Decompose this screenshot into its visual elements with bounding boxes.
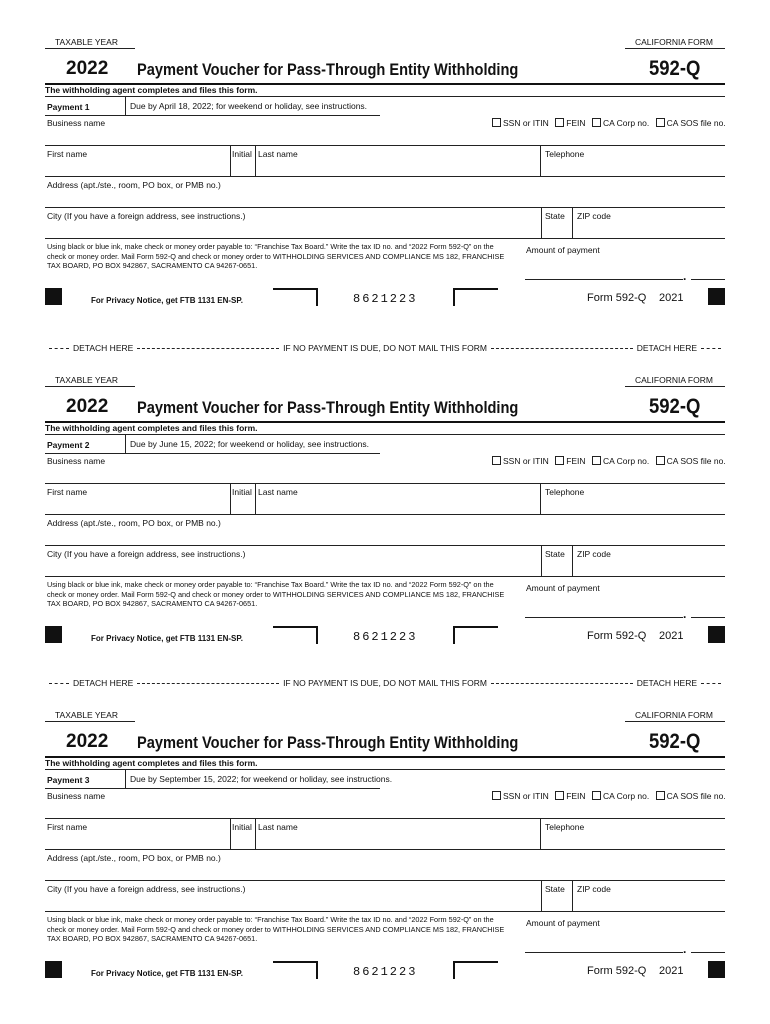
zip-label: ZIP code bbox=[577, 211, 611, 221]
city-label: City (If you have a foreign address, see instructions.) bbox=[47, 549, 246, 559]
agent-note: The withholding agent completes and files this form. bbox=[45, 423, 258, 433]
zip-field[interactable] bbox=[576, 222, 723, 236]
scan-code: 8621223 bbox=[353, 292, 418, 306]
last-name-field[interactable] bbox=[258, 160, 536, 174]
footer-form: Form 592-Q bbox=[587, 292, 647, 304]
address-field[interactable] bbox=[47, 864, 723, 878]
amount-cents-field[interactable] bbox=[692, 933, 724, 951]
taxable-year-label: TAXABLE YEAR bbox=[55, 37, 118, 47]
ca-corp-label: CA Corp no. bbox=[602, 118, 650, 128]
first-name-label: First name bbox=[47, 149, 88, 159]
first-name-field[interactable] bbox=[47, 160, 227, 174]
form-title: Payment Voucher for Pass-Through Entity Withholding bbox=[137, 398, 519, 417]
ca-sos-label: CA SOS file no. bbox=[666, 118, 726, 128]
address-label: Address (apt./ste., room, PO box, or PMB no.) bbox=[47, 518, 221, 528]
id-type-options bbox=[488, 791, 726, 801]
first-name-field[interactable] bbox=[47, 833, 227, 847]
amount-cents-field[interactable] bbox=[692, 598, 724, 616]
state-label: State bbox=[545, 549, 565, 559]
zip-field[interactable] bbox=[576, 560, 723, 574]
address-label: Address (apt./ste., room, PO box, or PMB no.) bbox=[47, 180, 221, 190]
ca-sos-checkbox[interactable] bbox=[656, 118, 665, 127]
initial-field[interactable] bbox=[232, 833, 252, 847]
taxable-year-label: TAXABLE YEAR bbox=[55, 710, 118, 720]
agent-note: The withholding agent completes and files this form. bbox=[45, 85, 258, 95]
zip-field[interactable] bbox=[576, 895, 723, 909]
telephone-field[interactable] bbox=[545, 833, 723, 847]
decimal-point: . bbox=[683, 269, 687, 283]
ssn-label: SSN or ITIN bbox=[503, 456, 549, 466]
last-name-label: Last name bbox=[258, 822, 298, 832]
telephone-field[interactable] bbox=[545, 160, 723, 174]
city-label: City (If you have a foreign address, see instructions.) bbox=[47, 884, 246, 894]
amount-cents-field[interactable] bbox=[692, 260, 724, 278]
tax-year: 2022 bbox=[66, 58, 109, 79]
initial-label: Initial bbox=[232, 149, 252, 159]
ca-sos-label: CA SOS file no. bbox=[666, 791, 726, 801]
payment-number: Payment 3 bbox=[47, 775, 90, 785]
initial-label: Initial bbox=[232, 487, 252, 497]
registration-mark-left bbox=[45, 961, 62, 978]
fein-checkbox[interactable] bbox=[555, 118, 564, 127]
scan-code: 8621223 bbox=[353, 965, 418, 979]
state-field[interactable] bbox=[544, 895, 570, 909]
registration-mark-left bbox=[45, 626, 62, 643]
business-name-field[interactable] bbox=[118, 117, 488, 131]
tax-year: 2022 bbox=[66, 731, 109, 752]
due-date-text: Due by April 18, 2022; for weekend or holiday, see instructions. bbox=[130, 101, 368, 111]
decimal-point: . bbox=[683, 607, 687, 621]
business-name-label: Business name bbox=[47, 118, 106, 128]
decimal-point: . bbox=[683, 942, 687, 956]
detach-right: DETACH HERE bbox=[636, 678, 697, 688]
city-label: City (If you have a foreign address, see instructions.) bbox=[47, 211, 246, 221]
address-field[interactable] bbox=[47, 529, 723, 543]
registration-mark-right bbox=[708, 961, 725, 978]
fein-label: FEIN bbox=[566, 118, 586, 128]
last-name-field[interactable] bbox=[258, 498, 536, 512]
amount-dollars-field[interactable] bbox=[526, 933, 681, 951]
ca-corp-checkbox[interactable] bbox=[592, 791, 601, 800]
state-field[interactable] bbox=[544, 222, 570, 236]
taxable-year-label: TAXABLE YEAR bbox=[55, 375, 118, 385]
initial-field[interactable] bbox=[232, 498, 252, 512]
zip-label: ZIP code bbox=[577, 884, 611, 894]
amount-label: Amount of payment bbox=[526, 245, 600, 255]
mailing-instructions: Using black or blue ink, make check or money order payable to: “Franchise Tax Board.” Write the tax ID no. and “2022 Form 592-Q” on the check or money order. Mail Form 592-Q and check or money order to WITHHOLDING SERVICES AND COMPLIANCE MS 182, FRANCHISE TAX BOARD, PO BOX 942867, SACRAMENTO CA 94267-0651. bbox=[47, 580, 505, 609]
telephone-label: Telephone bbox=[545, 822, 585, 832]
footer-year: 2021 bbox=[659, 630, 684, 642]
footer-year: 2021 bbox=[659, 965, 684, 977]
amount-dollars-field[interactable] bbox=[526, 260, 681, 278]
business-name-field[interactable] bbox=[118, 455, 488, 469]
business-name-label: Business name bbox=[47, 791, 106, 801]
ssn-checkbox[interactable] bbox=[492, 791, 501, 800]
privacy-notice: For Privacy Notice, get FTB 1131 EN-SP. bbox=[91, 296, 243, 305]
city-field[interactable] bbox=[47, 560, 537, 574]
california-form-label: CALIFORNIA FORM bbox=[635, 37, 713, 47]
initial-label: Initial bbox=[232, 822, 252, 832]
registration-mark-right bbox=[708, 288, 725, 305]
fein-label: FEIN bbox=[566, 456, 586, 466]
agent-note: The withholding agent completes and files this form. bbox=[45, 758, 258, 768]
address-field[interactable] bbox=[47, 191, 723, 205]
corner-bracket-right bbox=[453, 961, 498, 979]
id-type-options bbox=[488, 456, 726, 466]
corner-bracket-right bbox=[453, 288, 498, 306]
detach-line-2 bbox=[45, 678, 725, 688]
amount-label: Amount of payment bbox=[526, 583, 600, 593]
ssn-label: SSN or ITIN bbox=[503, 791, 549, 801]
due-date-text: Due by September 15, 2022; for weekend or holiday, see instructions. bbox=[130, 774, 393, 784]
detach-left: DETACH HERE bbox=[73, 343, 134, 353]
scan-code: 8621223 bbox=[353, 630, 418, 644]
business-name-label: Business name bbox=[47, 456, 106, 466]
last-name-field[interactable] bbox=[258, 833, 536, 847]
payment-number: Payment 2 bbox=[47, 440, 90, 450]
amount-label: Amount of payment bbox=[526, 918, 600, 928]
form-title: Payment Voucher for Pass-Through Entity Withholding bbox=[137, 60, 519, 79]
corner-bracket-left bbox=[273, 961, 318, 979]
california-form-label: CALIFORNIA FORM bbox=[635, 710, 713, 720]
state-label: State bbox=[545, 211, 565, 221]
address-label: Address (apt./ste., room, PO box, or PMB no.) bbox=[47, 853, 221, 863]
ssn-checkbox[interactable] bbox=[492, 456, 501, 465]
corner-bracket-right bbox=[453, 626, 498, 644]
telephone-label: Telephone bbox=[545, 149, 585, 159]
registration-mark-right bbox=[708, 626, 725, 643]
first-name-field[interactable] bbox=[47, 498, 227, 512]
footer-form: Form 592-Q bbox=[587, 630, 647, 642]
tax-year: 2022 bbox=[66, 396, 109, 417]
payment-voucher-2 bbox=[0, 338, 770, 644]
detach-center: IF NO PAYMENT IS DUE, DO NOT MAIL THIS FORM bbox=[283, 678, 487, 688]
form-number: 592-Q bbox=[649, 395, 701, 418]
due-date-text: Due by June 15, 2022; for weekend or holiday, see instructions. bbox=[130, 439, 369, 449]
initial-field[interactable] bbox=[232, 160, 252, 174]
detach-right: DETACH HERE bbox=[636, 343, 697, 353]
ca-corp-checkbox[interactable] bbox=[592, 456, 601, 465]
detach-left: DETACH HERE bbox=[73, 678, 134, 688]
telephone-label: Telephone bbox=[545, 487, 585, 497]
form-number: 592-Q bbox=[649, 730, 701, 753]
registration-mark-left bbox=[45, 288, 62, 305]
business-name-field[interactable] bbox=[118, 790, 488, 804]
payment-number: Payment 1 bbox=[47, 102, 90, 112]
city-field[interactable] bbox=[47, 222, 537, 236]
ca-corp-checkbox[interactable] bbox=[592, 118, 601, 127]
california-form-label: CALIFORNIA FORM bbox=[635, 375, 713, 385]
ca-sos-label: CA SOS file no. bbox=[666, 456, 726, 466]
amount-dollars-field[interactable] bbox=[526, 598, 681, 616]
fein-checkbox[interactable] bbox=[555, 456, 564, 465]
footer-form: Form 592-Q bbox=[587, 965, 647, 977]
payment-voucher-3 bbox=[0, 673, 770, 979]
fein-checkbox[interactable] bbox=[555, 791, 564, 800]
state-field[interactable] bbox=[544, 560, 570, 574]
ca-sos-checkbox[interactable] bbox=[656, 791, 665, 800]
ca-sos-checkbox[interactable] bbox=[656, 456, 665, 465]
ssn-label: SSN or ITIN bbox=[503, 118, 549, 128]
ca-corp-label: CA Corp no. bbox=[602, 456, 650, 466]
corner-bracket-left bbox=[273, 626, 318, 644]
city-field[interactable] bbox=[47, 895, 537, 909]
form-number: 592-Q bbox=[649, 57, 701, 80]
corner-bracket-left bbox=[273, 288, 318, 306]
payment-voucher-1 bbox=[0, 0, 770, 306]
privacy-notice: For Privacy Notice, get FTB 1131 EN-SP. bbox=[91, 634, 243, 643]
detach-center: IF NO PAYMENT IS DUE, DO NOT MAIL THIS FORM bbox=[283, 343, 487, 353]
fein-label: FEIN bbox=[566, 791, 586, 801]
last-name-label: Last name bbox=[258, 487, 298, 497]
last-name-label: Last name bbox=[258, 149, 298, 159]
first-name-label: First name bbox=[47, 487, 88, 497]
privacy-notice: For Privacy Notice, get FTB 1131 EN-SP. bbox=[91, 969, 243, 978]
ssn-checkbox[interactable] bbox=[492, 118, 501, 127]
mailing-instructions: Using black or blue ink, make check or money order payable to: “Franchise Tax Board.” Write the tax ID no. and “2022 Form 592-Q” on the check or money order. Mail Form 592-Q and check or money order to WITHHOLDING SERVICES AND COMPLIANCE MS 182, FRANCHISE TAX BOARD, PO BOX 942867, SACRAMENTO CA 94267-0651. bbox=[47, 915, 505, 944]
mailing-instructions: Using black or blue ink, make check or money order payable to: “Franchise Tax Board.” Write the tax ID no. and “2022 Form 592-Q” on the check or money order. Mail Form 592-Q and check or money order to WITHHOLDING SERVICES AND COMPLIANCE MS 182, FRANCHISE TAX BOARD, PO BOX 942867, SACRAMENTO CA 94267-0651. bbox=[47, 242, 505, 271]
zip-label: ZIP code bbox=[577, 549, 611, 559]
detach-line-1 bbox=[45, 343, 725, 353]
footer-year: 2021 bbox=[659, 292, 684, 304]
ca-corp-label: CA Corp no. bbox=[602, 791, 650, 801]
form-title: Payment Voucher for Pass-Through Entity Withholding bbox=[137, 733, 519, 752]
telephone-field[interactable] bbox=[545, 498, 723, 512]
id-type-options bbox=[488, 118, 726, 128]
first-name-label: First name bbox=[47, 822, 88, 832]
state-label: State bbox=[545, 884, 565, 894]
